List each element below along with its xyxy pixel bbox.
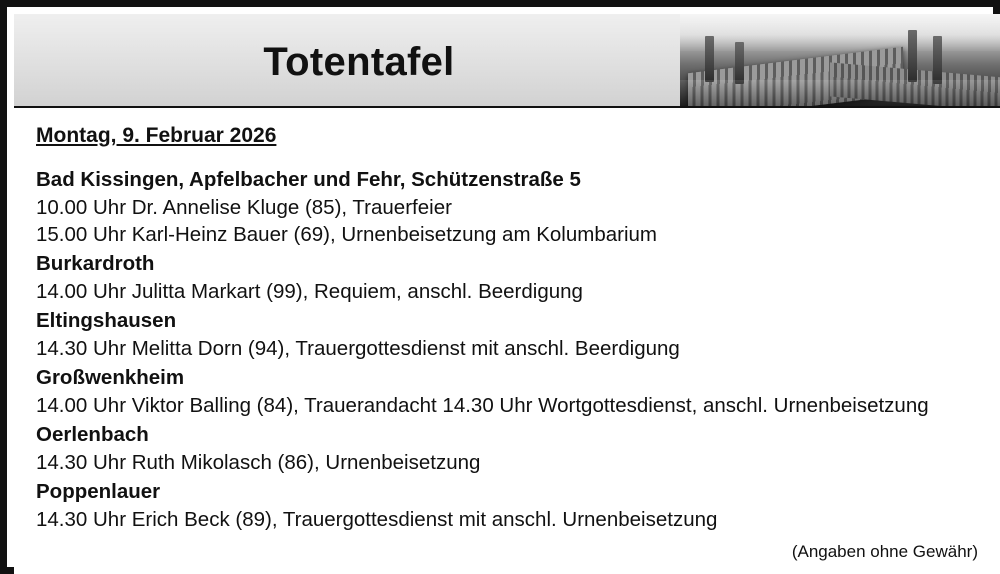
- page-inner: [14, 14, 1000, 574]
- jetty-photo: [680, 14, 1000, 106]
- entry-place: Burkardroth: [36, 252, 155, 276]
- entry-group: [36, 364, 978, 419]
- entry-place: Bad Kissingen, Apfelbacher und Fehr, Schützenstraße 5: [36, 168, 581, 191]
- entry-line: 14.30 Uhr Melitta Dorn (94), Trauergottesdienst mit anschl. Beerdigung: [36, 336, 680, 360]
- entry-group: [36, 250, 978, 305]
- entry-group: [36, 307, 978, 362]
- entry-line: 14.00 Uhr Julitta Markart (99), Requiem, anschl. Beerdigung: [36, 279, 583, 303]
- entry-line: 14.00 Uhr Viktor Balling (84), Trauerandacht 14.30 Uhr Wortgottesdienst, anschl. Urnenbeisetzung: [36, 393, 929, 417]
- entry-group: [36, 166, 978, 248]
- notice-content: [14, 108, 1000, 533]
- entry-group: [36, 421, 978, 476]
- entry-line: 14.30 Uhr Ruth Mikolasch (86), Urnenbeisetzung: [36, 450, 481, 474]
- water-surface: [680, 80, 1000, 106]
- entry-group: [36, 478, 978, 533]
- entry-place: Oerlenbach: [36, 422, 149, 446]
- jetty-post: [705, 36, 714, 82]
- jetty-post: [933, 36, 942, 84]
- photo-haze: [680, 14, 1000, 51]
- date-heading: Montag, 9. Februar 2026: [36, 124, 277, 147]
- entry-line: 14.30 Uhr Erich Beck (89), Trauergottesdienst mit anschl. Urnenbeisetzung: [36, 507, 718, 531]
- entry-line: 10.00 Uhr Dr. Annelise Kluge (85), Trauerfeier: [36, 195, 452, 219]
- jetty-post: [908, 30, 917, 82]
- entry-place: Poppenlauer: [36, 479, 161, 503]
- entry-place: Großwenkheim: [36, 366, 185, 390]
- entry-place: Eltingshausen: [36, 309, 177, 333]
- disclaimer-note: (Angaben ohne Gewähr): [791, 542, 978, 561]
- page-title: Totentafel: [263, 40, 455, 84]
- entry-line: 15.00 Uhr Karl-Heinz Bauer (69), Urnenbeisetzung am Kolumbarium: [36, 222, 657, 246]
- header-banner: [14, 14, 1000, 108]
- jetty-post: [735, 42, 744, 84]
